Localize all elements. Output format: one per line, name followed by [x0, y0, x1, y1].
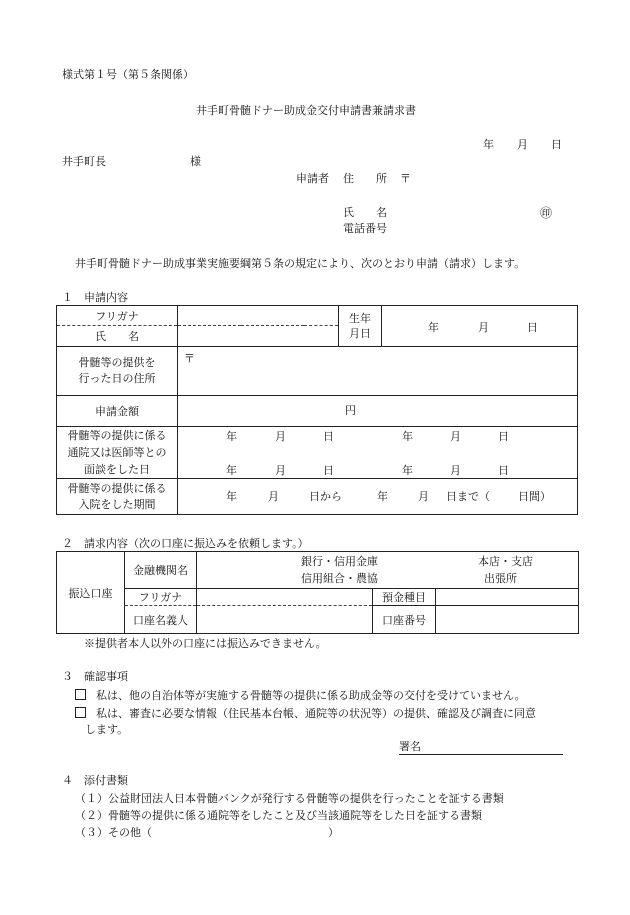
consult-date-field[interactable] [178, 427, 578, 479]
section1-heading: １ 申請内容 [62, 291, 128, 304]
amount-label: 申請金額 [57, 396, 178, 427]
page-title: 井手町骨髄ドナー助成金交付申請書兼請求書 [196, 104, 416, 117]
bank-types-1: 銀行・信用金庫 [301, 555, 378, 568]
intro-text: 井手町骨髄ドナー助成事業実施要綱第５条の規定により、次のとおり申請（請求）します。 [75, 257, 526, 270]
donation-address-field[interactable] [178, 347, 578, 396]
donation-address-label: 骨髄等の提供を 行った日の住所 [57, 347, 178, 396]
hospital-period-label: 骨髄等の提供に係る 入院をした期間 [57, 479, 178, 515]
consult-date-label: 骨髄等の提供に係る 通院又は医師等との 面談をした日 [57, 427, 178, 479]
attachment-2: （２）骨髄等の提供に係る通院等をしたこと及び当該通院等をした日を証する書類 [75, 809, 482, 822]
name-field[interactable] [178, 326, 339, 347]
consult-month-2: 月 [450, 430, 461, 443]
account-number-label: 口座番号 [373, 606, 436, 634]
hosp-days: 日間） [518, 490, 551, 503]
date-year-label: 年 [483, 138, 494, 151]
hosp-to-suffix: 日まで（ [446, 490, 490, 503]
section2-heading: ２ 請求内容（次の口座に振込みを依頼します。） [62, 537, 309, 550]
account-furigana-label: フリガナ [125, 589, 197, 606]
bank-name-label: 金融機関名 [125, 552, 197, 589]
confirm-item-1: 私は、他の自治体等が実施する骨髄等の提供に係る助成金等の交付を受けていません。 [75, 689, 526, 701]
hosp-from-month: 月 [268, 490, 279, 503]
account-holder-field[interactable] [197, 606, 373, 634]
addressee: 井手町長 [62, 155, 106, 168]
bank-name-field[interactable] [197, 552, 579, 589]
account-holder-label: 口座名義人 [125, 606, 197, 634]
branch-types-2: 出張所 [484, 572, 517, 585]
date-month-label: 月 [517, 138, 528, 151]
consult-month-3: 月 [275, 464, 286, 477]
name-label: 氏 名 [343, 206, 387, 219]
consult-month-4: 月 [450, 464, 461, 477]
date-day-label: 日 [551, 138, 562, 151]
birth-year-unit: 年 [428, 321, 440, 334]
section3-heading: ３ 確認事項 [62, 670, 128, 683]
furigana-label: フリガナ [57, 306, 178, 326]
name-field-label: 氏 名 [57, 326, 178, 347]
confirm-checkbox-2[interactable] [75, 707, 86, 718]
seal-mark: ㊞ [540, 206, 553, 220]
deposit-type-field[interactable] [436, 589, 579, 606]
account-number-field[interactable] [436, 606, 579, 634]
confirm-checkbox-1[interactable] [75, 689, 86, 700]
consult-day-1: 日 [323, 430, 334, 443]
birth-month-unit: 月 [478, 321, 490, 334]
form-number: 様式第１号（第５条関係） [62, 68, 194, 81]
birth-day-unit: 日 [527, 321, 539, 334]
branch-types-1: 本店・支店 [478, 555, 533, 568]
attachment-3-close: ） [328, 826, 339, 839]
consult-year-4: 年 [402, 464, 413, 477]
bank-types-2: 信用組合・農協 [301, 572, 378, 585]
bank-note: ※提供者本人以外の口座には振込みできません。 [84, 637, 327, 650]
hosp-to-month: 月 [418, 490, 429, 503]
yen-unit: 円 [345, 404, 356, 417]
consult-year-2: 年 [402, 430, 413, 443]
account-furigana-field[interactable] [197, 589, 373, 606]
postal-mark: 〒 [184, 352, 195, 365]
hospital-period-field[interactable] [178, 479, 578, 515]
confirm-item-2: 私は、審査に必要な情報（住民基本台帳、通院等の状況等）の提供、確認及び調査に同意 [75, 707, 536, 719]
hosp-to-year: 年 [377, 490, 388, 503]
hosp-from-year: 年 [226, 490, 237, 503]
consult-day-3: 日 [323, 464, 334, 477]
confirm-item-2-cont: します。 [85, 723, 129, 736]
consult-year-3: 年 [226, 464, 237, 477]
furigana-field[interactable] [178, 306, 339, 326]
addressee-honorific: 様 [190, 155, 201, 168]
signature-label: 署名 [399, 740, 421, 753]
deposit-type-label: 預金種目 [373, 589, 436, 606]
consult-day-4: 日 [498, 464, 509, 477]
consult-month-1: 月 [275, 430, 286, 443]
transfer-account-label: 振込口座 [57, 552, 125, 634]
section4-heading: ４ 添付書類 [62, 774, 128, 787]
application-table [56, 305, 578, 515]
consult-day-2: 日 [498, 430, 509, 443]
applicant-label: 申請者 [296, 172, 329, 185]
address-label: 住 所 [343, 172, 387, 185]
birthdate-label: 生年 月日 [339, 306, 382, 347]
postal-mark: 〒 [400, 172, 411, 185]
consult-year-1: 年 [226, 430, 237, 443]
hosp-from-suffix: 日から [309, 490, 342, 503]
birthdate-field[interactable] [382, 306, 578, 347]
signature-line[interactable] [399, 754, 563, 755]
attachment-3: （３）その他（ [75, 826, 152, 839]
amount-field[interactable] [178, 396, 578, 427]
attachment-1: （１）公益財団法人日本骨髄バンクが発行する骨髄等の提供を行ったことを証する書類 [75, 792, 504, 805]
bank-table [56, 551, 579, 634]
phone-label: 電話番号 [343, 222, 387, 235]
